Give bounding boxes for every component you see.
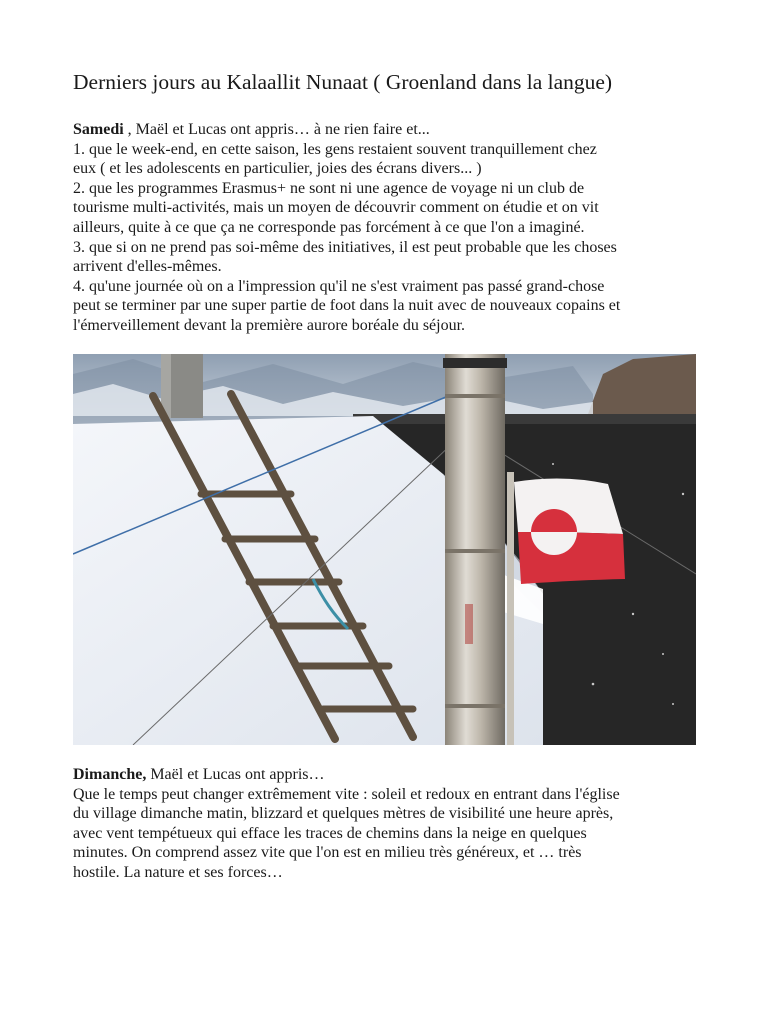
samedi-intro: , Maël et Lucas ont appris… à ne rien faire et...: [123, 121, 430, 138]
samedi-paragraph: [73, 120, 698, 336]
page-title: Derniers jours au Kalaallit Nunaat ( Groenland dans la langue): [73, 70, 613, 94]
samedi-line: arrivent d'elles-mêmes.: [73, 258, 222, 276]
dimanche-heading: Dimanche,: [73, 766, 147, 783]
samedi-line: 3. que si on ne prend pas soi-même des initiatives, il est peut probable que les choses: [73, 238, 617, 256]
samedi-line: tourisme multi-activités, mais un moyen de découvrir comment on étudie et on vit: [73, 199, 599, 217]
samedi-first-line: [73, 120, 698, 140]
dimanche-line: minutes. On comprend assez vite que l'on est en milieu très généreux, et … très: [73, 844, 582, 862]
dimanche-line: hostile. La nature et ses forces…: [73, 863, 283, 881]
samedi-line: ailleurs, quite à ce que ça ne corresponde pas forcément à ce que l'on a imaginé.: [73, 218, 585, 236]
dimanche-intro: Maël et Lucas ont appris…: [146, 766, 325, 783]
dimanche-paragraph: [73, 765, 698, 883]
samedi-line: eux ( et les adolescents en particulier, joies des écrans divers... ): [73, 160, 482, 178]
samedi-line: 1. que le week-end, en cette saison, les gens restaient souvent tranquillement chez: [73, 140, 597, 158]
dimanche-line: avec vent tempétueux qui efface les traces de chemins dans la neige en quelques: [73, 824, 587, 842]
samedi-line: peut se terminer par une super partie de foot dans la nuit avec de nouveaux copains et: [73, 297, 621, 315]
dimanche-line: du village dimanche matin, blizzard et quelques mètres de visibilité une heure après,: [73, 805, 614, 823]
samedi-line: 4. qu'une journée où on a l'impression qu'il ne s'est vraiment pas passé grand-chose: [73, 277, 605, 295]
greenland-flag: [514, 478, 625, 584]
samedi-line: l'émerveillement devant la première aurore boréale du séjour.: [73, 316, 466, 334]
samedi-heading: Samedi: [73, 121, 124, 138]
samedi-line: 2. que les programmes Erasmus+ ne sont ni une agence de voyage ni un club de: [73, 179, 585, 197]
dimanche-first-line: [73, 765, 698, 785]
photo-snowy-roof-greenland-flag: [73, 354, 696, 745]
dimanche-line: Que le temps peut changer extrêmement vite : soleil et redoux en entrant dans l'église: [73, 785, 620, 803]
flag-pole: [507, 472, 514, 745]
